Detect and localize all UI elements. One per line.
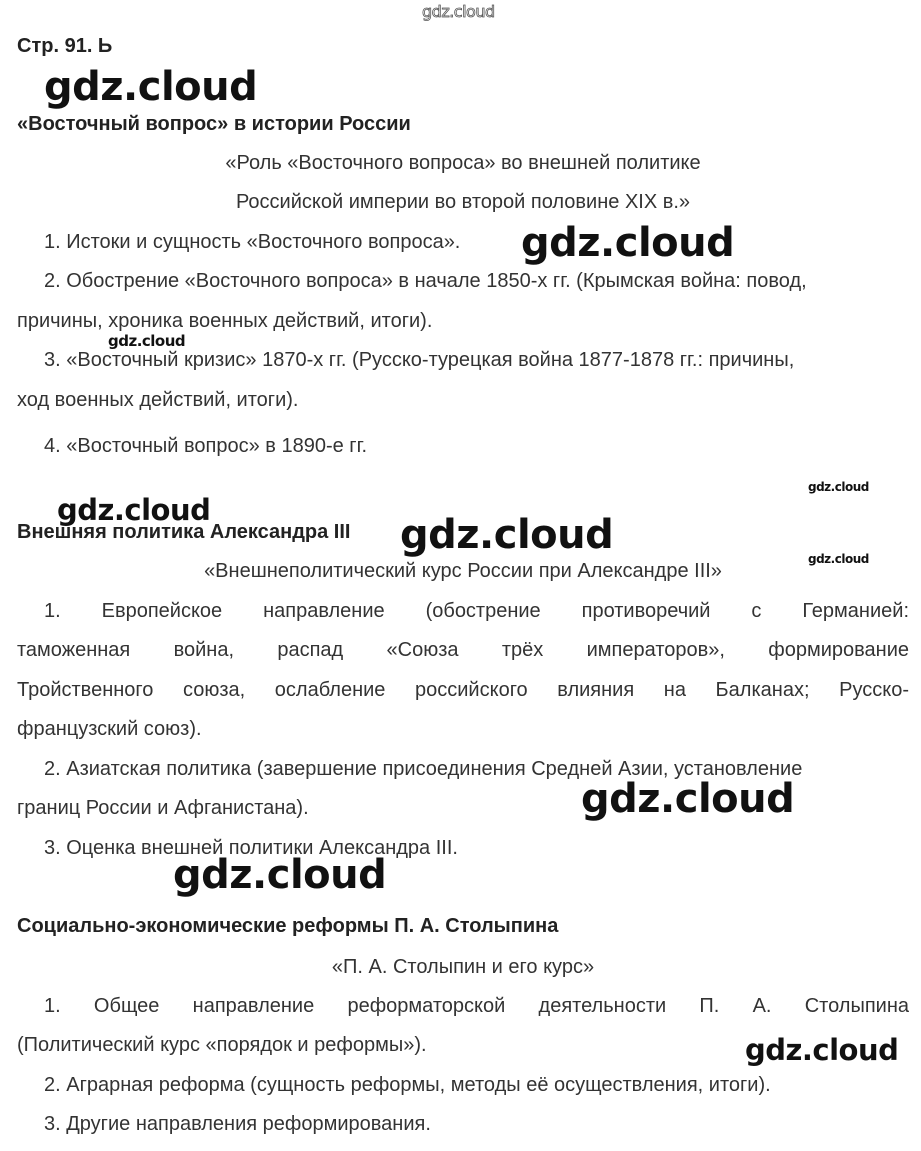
list-item: 1. Европейское направление (обострение противоречий с Германией: [44,600,909,622]
list-item-continuation: границ России и Афганистана). [17,797,309,819]
watermark: gdz.cloud [521,220,735,266]
watermark: gdz.cloud [808,480,869,494]
list-item: 2. Обострение «Восточного вопроса» в начале 1850-х гг. (Крымская война: повод, [44,270,807,292]
list-item: 1. Общее направление реформаторской деятельности П. А. Столыпина [44,995,909,1017]
watermark: gdz.cloud [581,776,795,822]
list-item: 4. «Восточный вопрос» в 1890-е гг. [44,435,368,457]
list-item: 2. Азиатская политика (завершение присоединения Средней Азии, установление [44,758,803,780]
list-item: 1. Истоки и сущность «Восточного вопроса». [44,231,461,253]
list-item-continuation: французский союз). [17,718,202,740]
watermark: gdz.cloud [57,493,211,527]
list-item: 2. Аграрная реформа (сущность реформы, методы её осуществления, итоги). [44,1074,771,1096]
list-item-continuation: Тройственного союза, ослабление российского влияния на Балканах; Русско- [17,679,909,701]
list-item-continuation: причины, хроника военных действий, итоги). [17,310,433,332]
watermark: gdz.cloud [808,552,869,566]
list-item-continuation: таможенная война, распад «Союза трёх императоров», формирование [17,639,909,661]
topic-title: Российской империи во второй половине XIX в.» [235,191,691,213]
watermark: gdz.cloud [400,512,614,558]
watermark-top: gdz.cloud [422,2,495,21]
section-heading: Социально-экономические реформы П. А. Столыпина [17,915,559,937]
list-item: 3. Оценка внешней политики Александра III. [44,837,458,859]
topic-title: «Внешнеполитический курс России при Александре III» [204,560,722,582]
list-item-continuation: (Политический курс «порядок и реформы»). [17,1034,427,1056]
watermark: gdz.cloud [44,64,258,110]
topic-title: «П. А. Столыпин и его курс» [331,956,595,978]
watermark: gdz.cloud [108,332,186,350]
list-item: 3. «Восточный кризис» 1870-х гг. (Русско-турецкая война 1877-1878 гг.: причины, [44,349,795,371]
watermark: gdz.cloud [173,852,387,898]
section-heading: Внешняя политика Александра III [17,521,351,543]
list-item-continuation: ход военных действий, итоги). [17,389,299,411]
page-reference: Стр. 91. Ь [17,35,113,57]
topic-title: «Роль «Восточного вопроса» во внешней политике [225,152,701,174]
watermark: gdz.cloud [745,1033,899,1067]
section-heading: «Восточный вопрос» в истории России [17,113,411,135]
list-item: 3. Другие направления реформирования. [44,1113,431,1135]
